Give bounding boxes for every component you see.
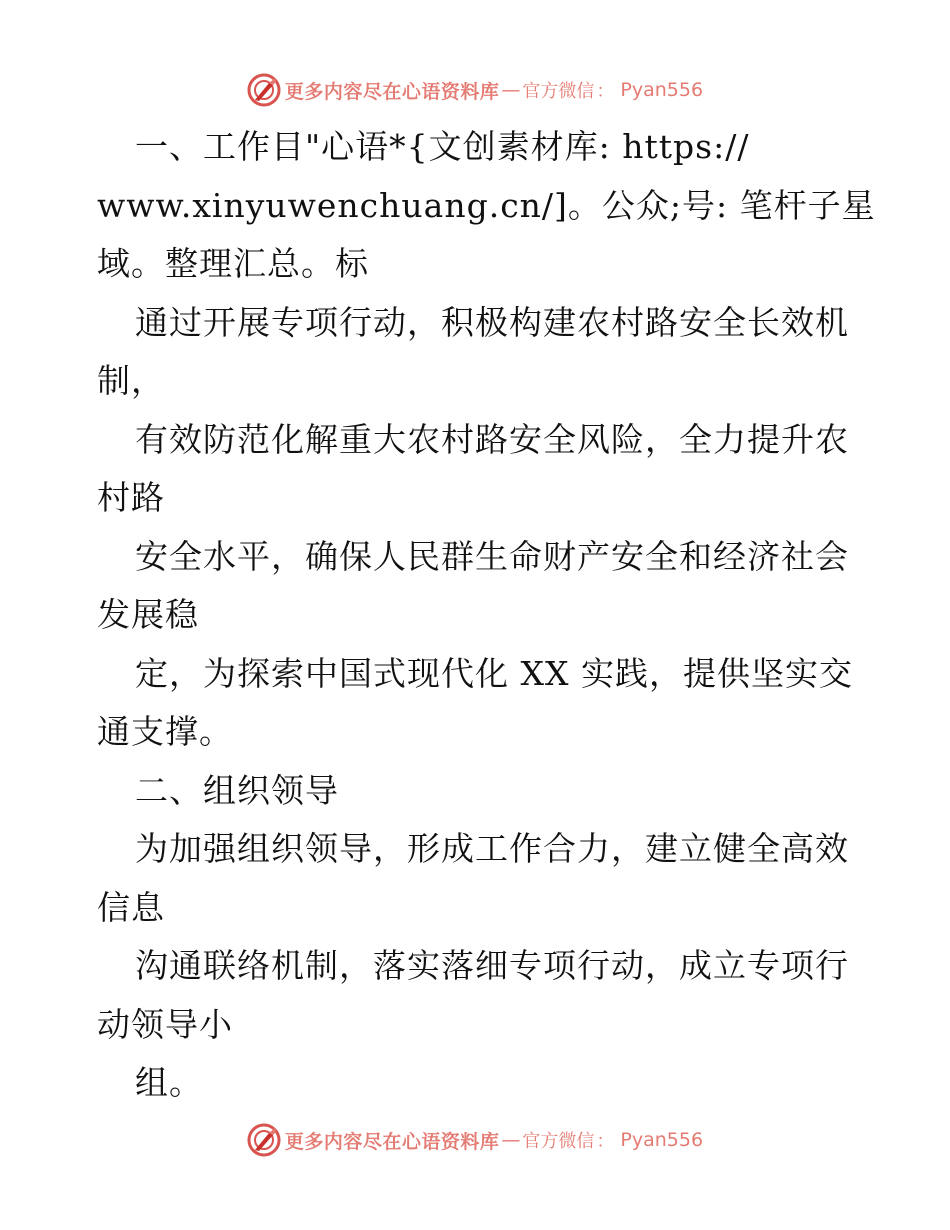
footer-watermark — [0, 1120, 950, 1160]
text-line: 安全水平，确保人民群生命财产安全和经济社会 — [135, 536, 849, 576]
text-line: 通支撑。 — [97, 712, 233, 751]
document-body — [97, 118, 876, 1113]
text-line: 村路 — [97, 478, 165, 517]
quill-logo-icon — [247, 1123, 281, 1157]
text-line: 发展稳 — [97, 595, 199, 634]
watermark-wechat-id: Pyan556 — [620, 79, 704, 101]
watermark-colon: ： — [596, 81, 615, 102]
text-line: 一、工作目"心语*{文创素材库: https:// — [135, 127, 750, 166]
watermark-text: 更多内容尽在心语资料库 — [284, 1130, 500, 1153]
text-line: 为加强组织领导，形成工作合力，建立健全高效 — [135, 829, 849, 868]
watermark-dash: — — [501, 1129, 521, 1151]
watermark-wechat-id: Pyan556 — [620, 1129, 704, 1151]
watermark-label: 官方微信 — [522, 1131, 595, 1152]
text-line: 沟通联络机制，落实落细专项行动，成立专项行 — [135, 946, 849, 985]
section-heading: 二、组织领导 — [135, 770, 339, 810]
quill-logo-icon — [247, 73, 281, 107]
text-line: 组。 — [135, 1063, 203, 1102]
header-watermark — [0, 70, 950, 110]
watermark-text: 更多内容尽在心语资料库 — [284, 80, 500, 103]
text-line: 信息 — [97, 887, 165, 927]
text-line: 域。整理汇总。标 — [97, 244, 369, 283]
text-line: 制， — [97, 361, 165, 400]
watermark-label: 官方微信 — [522, 81, 595, 102]
text-line: 通过开展专项行动，积极构建农村路安全长效机 — [135, 302, 849, 342]
text-line: 有效防范化解重大农村路安全风险，全力提升农 — [135, 419, 849, 459]
text-line: 定，为探索中国式现代化 XX 实践，提供坚实交 — [135, 653, 853, 693]
watermark-dash: — — [501, 79, 521, 101]
watermark-colon: ： — [596, 1131, 615, 1152]
text-line: 动领导小 — [97, 1004, 233, 1044]
text-line: www.xinyuwenchuang.cn/]。公众;号: 笔杆子星 — [97, 185, 876, 225]
